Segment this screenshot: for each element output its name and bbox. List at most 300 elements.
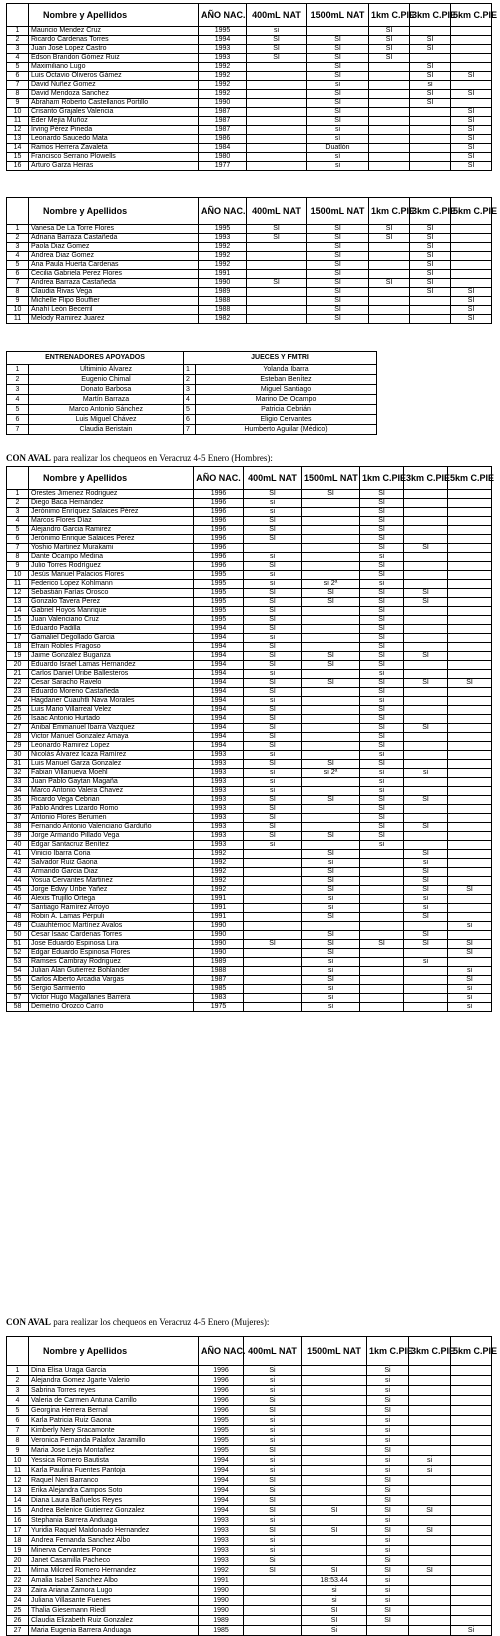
cell-name: Fabian Villanueva Moehl — [29, 769, 194, 778]
cell-1km — [369, 252, 410, 261]
cell-3km: SI — [404, 598, 448, 607]
cell-year: 1994 — [194, 742, 244, 751]
cell-5km — [448, 913, 492, 922]
table-row — [7, 63, 492, 72]
cell-year: 1993 — [199, 234, 247, 243]
cell-400m — [247, 117, 307, 126]
cell-5km — [448, 490, 492, 499]
cell-number: 20 — [7, 661, 29, 670]
cell-name: Arturo Garza Heiras — [29, 162, 199, 171]
cell-name: Juan Pablo Gaytan Magaña — [29, 778, 194, 787]
table-row — [7, 270, 492, 279]
cell-5km — [451, 1616, 492, 1626]
cell-400m — [244, 985, 302, 994]
cell-name: Diana Laura Bañuelos Reyes — [29, 1496, 199, 1506]
cell-1km: SI — [360, 535, 404, 544]
cell-400m: SI — [244, 742, 302, 751]
cell-number: 26 — [7, 1616, 29, 1626]
cell-number: 16 — [7, 625, 29, 634]
cell-3km — [409, 1616, 451, 1626]
cell-400m: si — [244, 670, 302, 679]
cell-1km: SI — [360, 490, 404, 499]
cell-year: 1995 — [194, 607, 244, 616]
cell-name: Jose Eduardo Espinosa Lira — [29, 940, 194, 949]
cell-3km: SI — [410, 225, 451, 234]
cell-1km — [369, 81, 410, 90]
cell-3km — [404, 661, 448, 670]
table-row — [7, 913, 492, 922]
cell-number: 12 — [7, 589, 29, 598]
cell-5km — [448, 931, 492, 940]
cell-year: 1995 — [199, 225, 247, 234]
cell-1500m: SI — [302, 886, 360, 895]
cell-400m: SI — [244, 607, 302, 616]
cell-5km — [448, 688, 492, 697]
header-400m: 400mL NAT — [247, 198, 307, 225]
cell-3km: SI — [410, 99, 451, 108]
cell-number: 48 — [7, 913, 29, 922]
cell-year: 1992 — [194, 877, 244, 886]
table-row — [7, 36, 492, 45]
cell-3km — [404, 949, 448, 958]
table-row — [7, 1576, 492, 1586]
table-row — [7, 1466, 492, 1476]
cell-1500m: SI — [307, 288, 369, 297]
table-row — [7, 1496, 492, 1506]
cell-3km: SI — [410, 234, 451, 243]
cell-year: 1993 — [194, 805, 244, 814]
cell-name: Kimberly Nery Sracamonte — [29, 1426, 199, 1436]
cell-number: 36 — [7, 805, 29, 814]
cell-3km — [409, 1436, 451, 1446]
header-5km: 5km C.PIE — [451, 4, 492, 27]
cell-number: 40 — [7, 841, 29, 850]
cell-400m — [247, 72, 307, 81]
cell-year: 1996 — [194, 553, 244, 562]
cell-number: 23 — [7, 688, 29, 697]
table-row — [7, 490, 492, 499]
cell-number: 31 — [7, 760, 29, 769]
cell-number: 6 — [7, 535, 29, 544]
cell-3km — [404, 580, 448, 589]
cell-number: 13 — [7, 135, 29, 144]
cell-1500m: Duatlón — [307, 144, 369, 153]
judge-number: 1 — [184, 365, 196, 375]
cell-year: 1993 — [194, 769, 244, 778]
cell-number: 1 — [7, 225, 29, 234]
cell-3km: si — [404, 769, 448, 778]
cell-year: 1986 — [199, 135, 247, 144]
cell-name: Victor Hugo Magallanes Barrera — [29, 994, 194, 1003]
cell-5km — [451, 1366, 492, 1376]
cell-1km: si — [360, 580, 404, 589]
cell-5km — [451, 36, 492, 45]
cell-400m — [244, 868, 302, 877]
cell-1km — [360, 931, 404, 940]
cell-5km — [448, 670, 492, 679]
table-row — [7, 72, 492, 81]
header-3km: 3km C.PIE — [404, 467, 448, 490]
cell-1km: SI — [360, 517, 404, 526]
cell-400m: SI — [244, 715, 302, 724]
table-row — [7, 1526, 492, 1536]
cell-name: Orestes Jimenez Rodriguez — [29, 490, 194, 499]
cell-3km: SI — [404, 940, 448, 949]
cell-name: Stephania Barrera Anduaga — [29, 1516, 199, 1526]
cell-name: Hagdaner Cuauhtli Nava Morales — [29, 697, 194, 706]
cell-year: 1995 — [194, 580, 244, 589]
cell-year: 1994 — [194, 634, 244, 643]
cell-year: 1992 — [199, 81, 247, 90]
cell-3km: SI — [404, 850, 448, 859]
table-row — [7, 850, 492, 859]
cell-5km — [448, 607, 492, 616]
cell-400m: SI — [244, 688, 302, 697]
cell-name: Maximiliano Lugo — [29, 63, 199, 72]
cell-number: 34 — [7, 787, 29, 796]
cell-number: 3 — [7, 508, 29, 517]
cell-1km: SI — [360, 544, 404, 553]
table-row — [7, 517, 492, 526]
cell-3km — [410, 306, 451, 315]
cell-1500m: SI — [307, 297, 369, 306]
cell-name: Cesar Saracho Ravelo — [29, 679, 194, 688]
cell-year: 1987 — [199, 108, 247, 117]
cell-5km: SI — [448, 940, 492, 949]
table-row — [7, 751, 492, 760]
cell-400m — [247, 144, 307, 153]
cell-1km: si — [367, 1386, 409, 1396]
cell-400m: SI — [244, 805, 302, 814]
cell-name: Santiago Ramírez Arroyo — [29, 904, 194, 913]
cell-1km — [360, 958, 404, 967]
cell-number: 46 — [7, 895, 29, 904]
cell-400m — [247, 90, 307, 99]
cell-1500m — [302, 1366, 367, 1376]
cell-400m — [247, 261, 307, 270]
cell-name: Edson Brandon Gómez Ruiz — [29, 54, 199, 63]
cell-name: Alexis Trujillo Ortega — [29, 895, 194, 904]
cell-1500m: si — [307, 126, 369, 135]
cell-400m: si — [244, 1436, 302, 1446]
cell-year: 1996 — [194, 508, 244, 517]
cell-5km — [448, 823, 492, 832]
cell-1km: SI — [360, 598, 404, 607]
cell-number: 7 — [7, 279, 29, 288]
table-row — [7, 562, 492, 571]
coach-name: Ultiminio Álvarez — [29, 365, 184, 375]
cell-number: 11 — [7, 1466, 29, 1476]
cell-5km — [451, 1406, 492, 1416]
cell-5km — [448, 868, 492, 877]
table-row — [7, 1506, 492, 1516]
cell-400m — [247, 126, 307, 135]
cell-number: 45 — [7, 886, 29, 895]
cell-name: Erika Alejandra Campos Soto — [29, 1486, 199, 1496]
cell-3km — [409, 1516, 451, 1526]
cell-1500m: SI — [302, 868, 360, 877]
cell-name: Eduardo Moreno Castañeda — [29, 688, 194, 697]
cell-year: 1996 — [194, 490, 244, 499]
cell-1500m — [302, 1426, 367, 1436]
cell-year: 1996 — [199, 1386, 244, 1396]
cell-3km: SI — [410, 261, 451, 270]
cell-1500m: SI — [302, 796, 360, 805]
table-row — [7, 81, 492, 90]
cell-1km: Si — [367, 1556, 409, 1566]
table-header-row — [7, 198, 492, 225]
cell-number: 47 — [7, 904, 29, 913]
cell-name: Crisanto Grajales Valencia — [29, 108, 199, 117]
cell-1500m — [302, 1376, 367, 1386]
cell-number: 3 — [7, 243, 29, 252]
cell-5km — [448, 958, 492, 967]
cell-5km — [451, 1436, 492, 1446]
header-year: AÑO NAC. — [199, 198, 247, 225]
cell-5km — [448, 859, 492, 868]
cell-1km — [360, 913, 404, 922]
cell-3km — [409, 1376, 451, 1386]
cell-3km: SI — [410, 252, 451, 261]
cell-5km — [451, 243, 492, 252]
cell-number: 5 — [7, 526, 29, 535]
table-row — [7, 841, 492, 850]
cell-1km — [360, 994, 404, 1003]
cell-name: Michelle Flipo Bouffier — [29, 297, 199, 306]
cell-5km — [448, 715, 492, 724]
cell-name: Andrea Fernanda Sanchez Albo — [29, 1536, 199, 1546]
cell-number: 11 — [7, 315, 29, 324]
table-row — [7, 571, 492, 580]
cell-3km — [404, 571, 448, 580]
cell-3km — [409, 1416, 451, 1426]
cell-number: 8 — [7, 90, 29, 99]
table-row — [7, 1366, 492, 1376]
cell-year: 1996 — [199, 1406, 244, 1416]
cell-5km — [448, 895, 492, 904]
cell-number: 15 — [7, 616, 29, 625]
cell-number: 12 — [7, 126, 29, 135]
table-row — [7, 643, 492, 652]
cell-5km — [451, 1426, 492, 1436]
cell-5km — [448, 517, 492, 526]
cell-5km — [448, 544, 492, 553]
coach-name: Martín Barraza — [29, 395, 184, 405]
cell-3km — [404, 841, 448, 850]
table-row — [7, 117, 492, 126]
cell-5km — [451, 1416, 492, 1426]
cell-1500m: SI — [302, 931, 360, 940]
cell-1km — [360, 949, 404, 958]
cell-number: 24 — [7, 697, 29, 706]
table-row — [7, 1376, 492, 1386]
table-row — [7, 895, 492, 904]
cell-name: Cuauhtémoc Martínez Avalos — [29, 922, 194, 931]
cell-number: 30 — [7, 751, 29, 760]
cell-3km: SI — [410, 36, 451, 45]
cell-5km — [448, 616, 492, 625]
header-5km: 5km C.PIE — [451, 198, 492, 225]
cell-3km — [404, 625, 448, 634]
table-row — [7, 823, 492, 832]
cell-1km: si — [360, 670, 404, 679]
cell-number: 9 — [7, 99, 29, 108]
cell-1500m: SI — [307, 252, 369, 261]
cell-5km — [451, 1496, 492, 1506]
cell-1km: SI — [369, 36, 410, 45]
cell-1km: si — [367, 1426, 409, 1436]
cell-1500m: SI — [307, 117, 369, 126]
cell-year: 1993 — [199, 1546, 244, 1556]
cell-3km — [404, 1003, 448, 1012]
cell-name: Juan José Lopez Castro — [29, 45, 199, 54]
cell-name: Alejandro Garcia Ramirez — [29, 526, 194, 535]
cell-400m — [244, 1586, 302, 1596]
cell-1km: SI — [367, 1496, 409, 1506]
cell-name: Luis Mario Villarreal Velez — [29, 706, 194, 715]
cell-name: Sabrina Torres reyes — [29, 1386, 199, 1396]
cell-5km — [451, 1456, 492, 1466]
cell-number: 14 — [7, 607, 29, 616]
cell-1km — [369, 306, 410, 315]
cell-year: 1992 — [199, 72, 247, 81]
cell-year: 1993 — [199, 54, 247, 63]
cell-5km — [448, 805, 492, 814]
cell-1500m: si — [302, 859, 360, 868]
cell-5km — [451, 1596, 492, 1606]
cell-1km: SI — [360, 760, 404, 769]
cell-1500m: si — [302, 1596, 367, 1606]
judge-name: Yolanda Ibarra — [196, 365, 377, 375]
cell-number: 26 — [7, 715, 29, 724]
cell-5km — [451, 279, 492, 288]
cell-name: Anahí León Becerril — [29, 306, 199, 315]
cell-3km — [409, 1396, 451, 1406]
cell-name: Diego Baca Hernández — [29, 499, 194, 508]
cell-number: 10 — [7, 306, 29, 315]
coach-number: 3 — [7, 385, 29, 395]
table-row — [7, 967, 492, 976]
table-row — [7, 931, 492, 940]
cell-1km: SI — [369, 27, 410, 36]
table-row — [7, 1386, 492, 1396]
header-3km: 3km C.PIE — [410, 4, 451, 27]
cell-year: 1994 — [194, 697, 244, 706]
cell-1500m: SI — [302, 1506, 367, 1516]
cell-year: 1993 — [199, 1536, 244, 1546]
cell-3km — [410, 117, 451, 126]
cell-3km — [409, 1426, 451, 1436]
men-aval-table — [6, 466, 495, 1012]
cell-number: 41 — [7, 850, 29, 859]
cell-1km: Si — [367, 1366, 409, 1376]
table-row — [7, 1396, 492, 1406]
table-header-row — [7, 467, 492, 490]
cell-1500m — [302, 715, 360, 724]
cell-5km — [448, 724, 492, 733]
cell-400m — [247, 108, 307, 117]
cell-1500m — [302, 1436, 367, 1446]
cell-1km — [369, 108, 410, 117]
cell-1km: SI — [360, 796, 404, 805]
cell-name: Gabriel Hoyos Manrique — [29, 607, 194, 616]
cell-5km — [448, 904, 492, 913]
cell-5km — [448, 535, 492, 544]
cell-1km — [369, 288, 410, 297]
cell-name: Yoshio Martinez Murakami — [29, 544, 194, 553]
cell-year: 1990 — [199, 99, 247, 108]
table-row — [7, 1536, 492, 1546]
header-year: AÑO NAC. — [199, 4, 247, 27]
table-row — [7, 27, 492, 36]
header-name: Nombre y Apellidos — [29, 198, 199, 225]
cell-name: Carlos Alberto Arcadia Vargas — [29, 976, 194, 985]
cell-1500m: SI — [302, 850, 360, 859]
table-row — [7, 778, 492, 787]
cell-1km: si — [360, 787, 404, 796]
cell-400m: SI — [244, 652, 302, 661]
cell-3km — [404, 967, 448, 976]
cell-1km: SI — [360, 616, 404, 625]
cell-1km — [367, 1626, 409, 1636]
cell-1500m — [302, 742, 360, 751]
coach-number: 5 — [7, 405, 29, 415]
cell-number: 38 — [7, 823, 29, 832]
cell-1500m: SI — [307, 54, 369, 63]
cell-name: Yuridia Raquel Maldonado Hernandez — [29, 1526, 199, 1536]
header-1km: 1km C.PIE — [369, 4, 410, 27]
cell-number: 13 — [7, 1486, 29, 1496]
cell-5km — [451, 234, 492, 243]
table-row — [7, 634, 492, 643]
table-row — [7, 706, 492, 715]
table-row — [7, 1003, 492, 1012]
cell-1500m: si — [302, 967, 360, 976]
cell-name: Yosua Cervantes Martinez — [29, 877, 194, 886]
cell-year: 1983 — [194, 994, 244, 1003]
table-row — [7, 288, 492, 297]
cell-number: 10 — [7, 1456, 29, 1466]
cell-5km — [451, 1376, 492, 1386]
table-row — [7, 949, 492, 958]
cell-year: 1982 — [199, 315, 247, 324]
cell-3km — [409, 1596, 451, 1606]
cell-5km — [451, 1586, 492, 1596]
cell-3km — [404, 607, 448, 616]
cell-name: Jorge Armando Pillado Vega — [29, 832, 194, 841]
cell-5km — [448, 742, 492, 751]
cell-name: Claudia Elizabeth Ruiz Gonzalez — [29, 1616, 199, 1626]
cell-5km — [448, 562, 492, 571]
cell-year: 1991 — [194, 904, 244, 913]
cell-name: Veronica Fernanda Palafox Jaramillo — [29, 1436, 199, 1446]
cell-3km — [410, 27, 451, 36]
cell-400m — [244, 913, 302, 922]
cell-5km: SI — [451, 117, 492, 126]
table-row — [7, 144, 492, 153]
cell-1500m: si — [302, 904, 360, 913]
cell-number: 12 — [7, 1476, 29, 1486]
cell-1500m: si 2ª — [302, 580, 360, 589]
cell-3km — [404, 490, 448, 499]
cell-1500m — [302, 535, 360, 544]
cell-400m — [244, 859, 302, 868]
cell-name: Maria Jose Leija Montañez — [29, 1446, 199, 1456]
table-row — [7, 126, 492, 135]
cell-3km — [404, 805, 448, 814]
cell-5km — [448, 706, 492, 715]
judge-name: Miguel Santiago — [196, 385, 377, 395]
